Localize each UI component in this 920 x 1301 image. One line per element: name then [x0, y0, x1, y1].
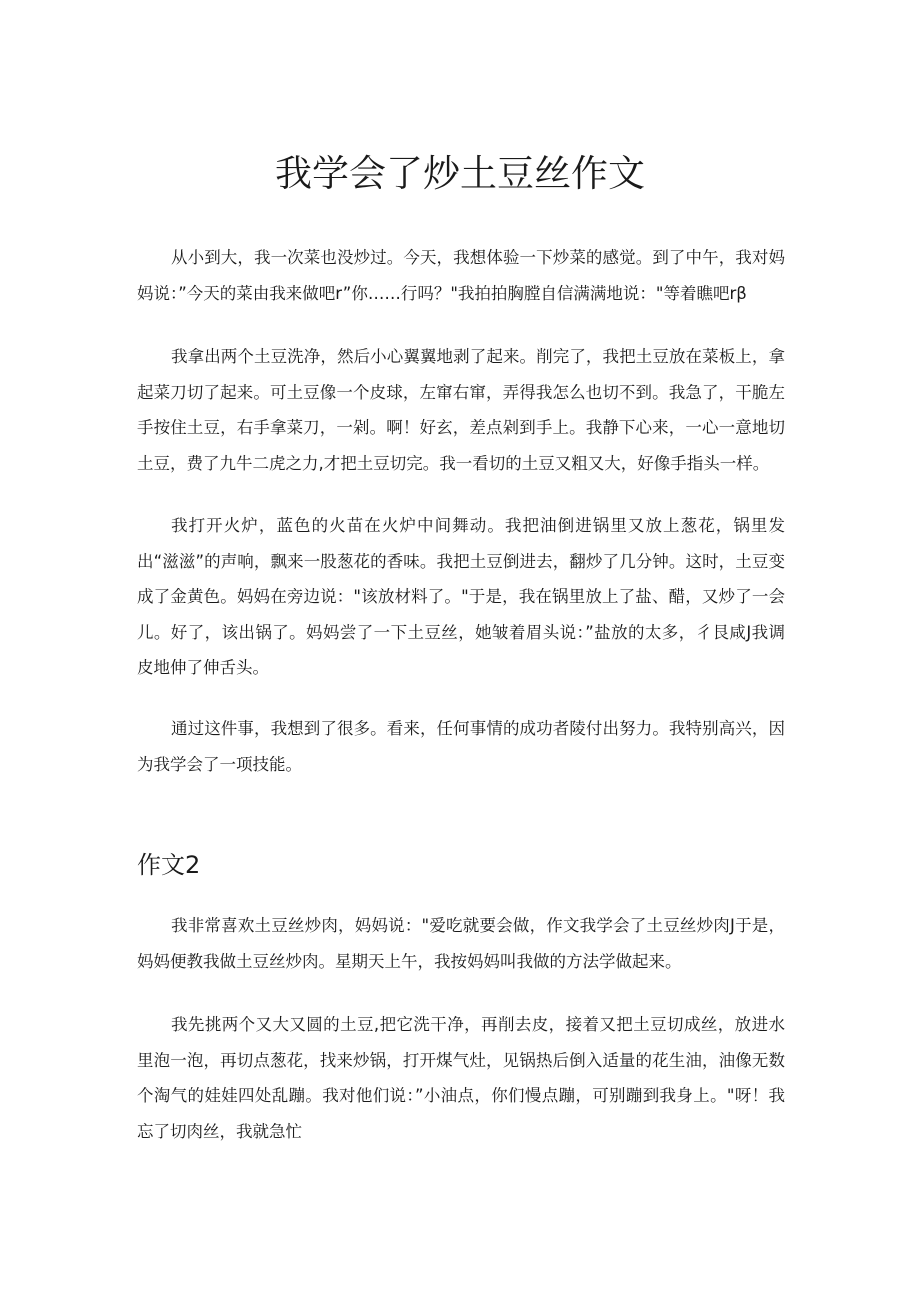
section-heading-essay2: 作文2: [137, 851, 201, 879]
page-title: 我学会了炒土豆丝作文: [275, 152, 645, 195]
essay2-paragraph-1: 我非常喜欢土豆丝炒肉，妈妈说："爱吃就要会做，作文我学会了土豆丝炒肉J于是，妈妈便教我做土豆丝炒肉。星期天上午，我按妈妈叫我做的方法学做起来。: [137, 916, 785, 971]
essay1-paragraph-3: 我打开火炉，蓝色的火苗在火炉中间舞动。我把油倒进锅里又放上葱花，锅里发出“滋滋”的声响，飘来一股葱花的香味。我把土豆倒进去，翻炒了几分钟。这时，土豆变成了金黄色。妈妈在旁边说："该放材料了。"于是，我在锅里放上了盐、醋，又炒了一会儿。好了，该出锅了。妈妈尝了一下土豆丝，她皱着眉头说：”盐放的太多，彳艮咸J我调皮地伸了伸舌头。: [137, 516, 785, 677]
essay2-paragraph-2: 我先挑两个又大又圆的土豆,把它洗干净，再削去皮，接着又把土豆切成丝，放进水里泡一泡，再切点葱花，找来炒锅，打开煤气灶，见锅热后倒入适量的花生油，油像无数个淘气的娃娃四处乱蹦。我对他们说：”小油点，你们慢点蹦，可别蹦到我身上。"呀！我忘了切肉丝，我就急忙: [137, 1015, 785, 1141]
essay1-paragraph-2: 我拿出两个土豆洗净，然后小心翼翼地剥了起来。削完了，我把土豆放在菜板上，拿起菜刀切了起来。可土豆像一个皮球，左窜右窜，弄得我怎么也切不到。我急了，干脆左手按住土豆，右手拿菜刀，一剁。啊！好玄，差点剁到手上。我静下心来，一心一意地切土豆，费了九牛二虎之力,才把土豆切完。我一看切的土豆又粗又大，好像手指头一样。: [137, 347, 785, 473]
essay1-paragraph-1: 从小到大，我一次菜也没炒过。今天，我想体验一下炒菜的感觉。到了中午，我对妈妈说：”今天的菜由我来做吧r”你……行吗？"我拍拍胸膛自信满满地说："等着瞧吧rβ: [137, 248, 785, 303]
essay1-paragraph-4: 通过这件事，我想到了很多。看来，任何事情的成功者陵付出努力。我特别高兴，因为我学会了一项技能。: [137, 719, 785, 774]
